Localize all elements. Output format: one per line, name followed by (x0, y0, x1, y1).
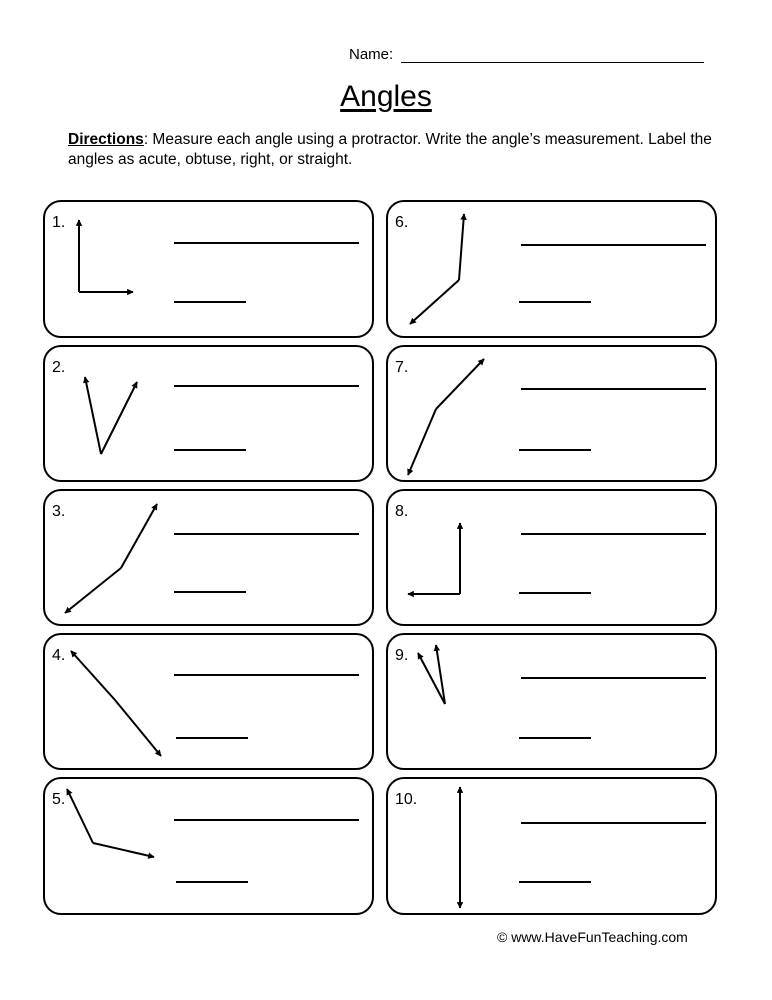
angle-ray (101, 382, 137, 454)
angle-ray (115, 700, 161, 756)
problem-number: 8. (395, 503, 409, 520)
page-title: Angles (340, 80, 432, 113)
name-label: Name: (349, 46, 394, 63)
angle-type-answer-line[interactable] (176, 737, 248, 739)
problem-number: 10. (395, 791, 418, 808)
angle-type-answer-line[interactable] (519, 737, 591, 739)
angle-card-4 (43, 633, 374, 770)
angle-ray (408, 409, 436, 475)
angle-figure-5 (45, 779, 376, 917)
problem-number: 9. (395, 647, 409, 664)
angle-ray (85, 377, 101, 454)
measurement-answer-line[interactable] (174, 533, 359, 535)
name-field-line[interactable] (401, 62, 704, 63)
angle-figure-7 (388, 347, 719, 484)
angle-type-answer-line[interactable] (519, 592, 591, 594)
angle-card-8 (386, 489, 717, 626)
directions-text: : Measure each angle using a protractor. Write the angle’s measurement. Label the angles as acute, obtuse, right, or straight. (68, 131, 712, 168)
angle-figure-8 (388, 491, 719, 628)
angle-figure-2 (45, 347, 376, 484)
problem-number: 1. (52, 214, 66, 231)
angle-ray (71, 651, 115, 700)
measurement-answer-line[interactable] (521, 822, 706, 824)
angle-card-6 (386, 200, 717, 338)
angle-ray (410, 280, 459, 324)
directions-label: Directions (68, 131, 144, 148)
measurement-answer-line[interactable] (174, 674, 359, 676)
measurement-answer-line[interactable] (174, 819, 359, 821)
angle-figure-9 (388, 635, 719, 772)
problem-number: 7. (395, 359, 409, 376)
measurement-answer-line[interactable] (521, 388, 706, 390)
angle-figure-3 (45, 491, 376, 628)
problem-number: 4. (52, 647, 66, 664)
problem-number: 2. (52, 359, 66, 376)
angle-figure-1 (45, 202, 376, 340)
angle-type-answer-line[interactable] (174, 449, 246, 451)
angle-card-2 (43, 345, 374, 482)
angle-card-7 (386, 345, 717, 482)
copyright-footer: © www.HaveFunTeaching.com (497, 929, 688, 945)
angle-type-answer-line[interactable] (519, 881, 591, 883)
angle-ray (67, 789, 93, 843)
angle-type-answer-line[interactable] (174, 301, 246, 303)
angle-card-10 (386, 777, 717, 915)
problem-number: 5. (52, 791, 66, 808)
angle-figure-4 (45, 635, 376, 772)
problem-number: 3. (52, 503, 66, 520)
angle-ray (93, 843, 154, 857)
angle-card-1 (43, 200, 374, 338)
measurement-answer-line[interactable] (174, 385, 359, 387)
angle-ray (121, 504, 157, 568)
measurement-answer-line[interactable] (521, 677, 706, 679)
angle-type-answer-line[interactable] (176, 881, 248, 883)
angle-ray (65, 568, 121, 613)
measurement-answer-line[interactable] (521, 244, 706, 246)
angle-type-answer-line[interactable] (174, 591, 246, 593)
problem-number: 6. (395, 214, 409, 231)
angle-card-9 (386, 633, 717, 770)
angle-card-5 (43, 777, 374, 915)
angle-figure-6 (388, 202, 719, 340)
angle-card-3 (43, 489, 374, 626)
angle-type-answer-line[interactable] (519, 301, 591, 303)
angle-ray (459, 214, 464, 280)
measurement-answer-line[interactable] (174, 242, 359, 244)
directions (68, 130, 728, 170)
angle-ray (436, 359, 484, 409)
angle-figure-10 (388, 779, 719, 917)
measurement-answer-line[interactable] (521, 533, 706, 535)
angle-type-answer-line[interactable] (519, 449, 591, 451)
